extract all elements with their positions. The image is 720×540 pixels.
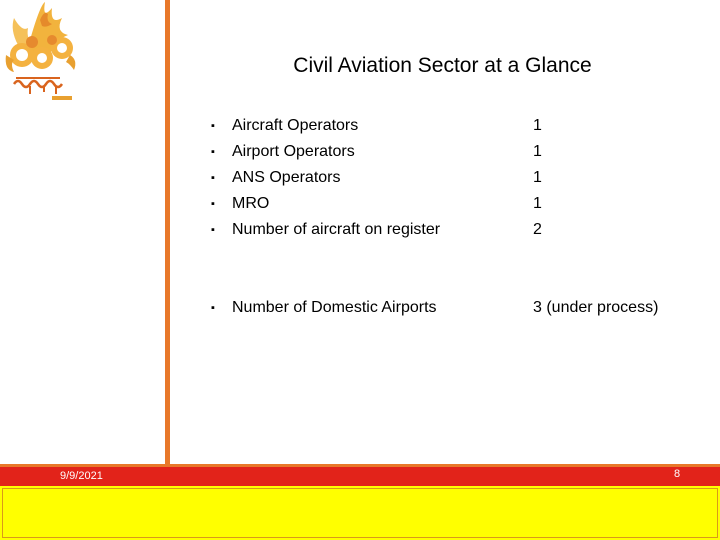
item-value: 1 — [533, 117, 542, 134]
bullet-icon: ▪ — [211, 224, 215, 236]
list-item — [211, 193, 691, 219]
item-value: 2 — [533, 221, 542, 238]
item-label: Number of aircraft on register — [232, 221, 441, 238]
slide-date: 9/9/2021 — [60, 470, 103, 482]
logo-icon — [0, 0, 90, 105]
bullet-list — [211, 115, 691, 323]
item-label: ANS Operators — [232, 169, 341, 186]
list-item — [211, 141, 691, 167]
item-label: MRO — [232, 195, 270, 212]
item-label: Aircraft Operators — [232, 117, 359, 134]
bullet-icon: ▪ — [211, 120, 215, 132]
list-item — [211, 167, 691, 193]
item-value: 3 (under process) — [533, 299, 659, 316]
page-number: 8 — [674, 468, 681, 480]
item-value: 1 — [533, 143, 542, 160]
bullet-icon: ▪ — [211, 146, 215, 158]
footer-yellow-band — [0, 486, 720, 540]
item-label: Airport Operators — [232, 143, 355, 160]
list-item — [211, 297, 691, 323]
list-item — [211, 219, 691, 245]
bullet-icon: ▪ — [211, 198, 215, 210]
list-item — [211, 115, 691, 141]
slide-title: Civil Aviation Sector at a Glance — [293, 54, 592, 77]
item-label: Number of Domestic Airports — [232, 299, 437, 316]
bullet-icon: ▪ — [211, 302, 215, 314]
item-value: 1 — [533, 169, 542, 186]
bullet-icon: ▪ — [211, 172, 215, 184]
item-value: 1 — [533, 195, 542, 212]
footer-red-band — [0, 467, 720, 486]
